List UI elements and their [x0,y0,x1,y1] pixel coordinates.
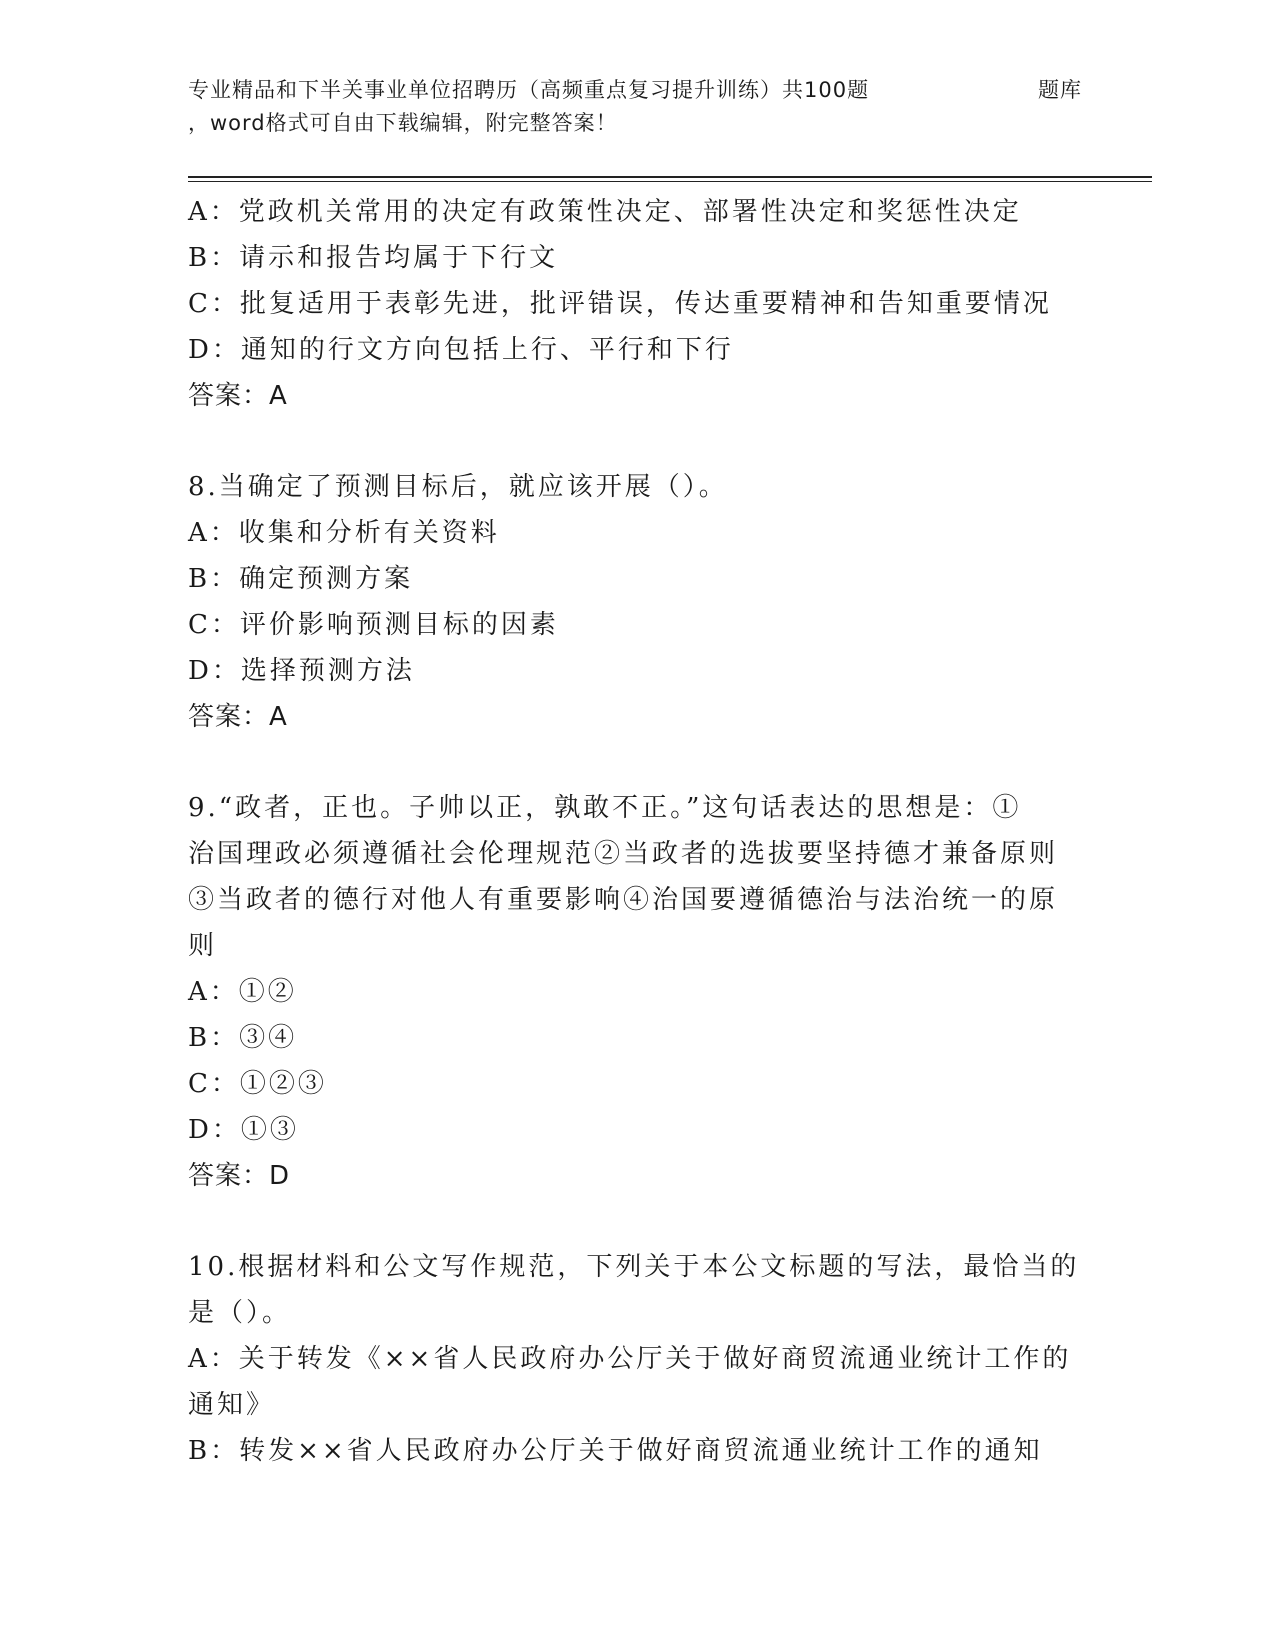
q9-option-a: A：①② [188,977,297,1007]
q9-stem-line: 9.“政者，正也。子帅以正，孰敢不正。”这句话表达的思想是：① [188,793,1022,823]
q7-option-b: B：请示和报告均属于下行文 [188,243,559,273]
spacer [188,1199,1088,1244]
q8-option-a: A：收集和分析有关资料 [188,518,500,548]
q7-option-c: C：批复适用于表彰先进，批评错误，传达重要精神和告知重要情况 [188,289,1052,319]
spacer [188,419,1088,464]
q8-stem: 8.当确定了预测目标后，就应该开展（）。 [188,472,728,502]
q9-option-d: D：①③ [188,1115,299,1145]
q10-option-b: B：转发××省人民政府办公厅关于做好商贸流通业统计工作的通知 [188,1436,1043,1466]
question-9 [188,785,1088,1199]
q9-stem-line: 治国理政必须遵循社会伦理规范②当政者的选拔要坚持德才兼备原则 [188,839,1059,869]
question-8 [188,464,1088,740]
header-divider-thin [188,181,1152,182]
q9-answer: 答案：D [188,1161,291,1191]
q7-option-a: A：党政机关常用的决定有政策性决定、部署性决定和奖惩性决定 [188,197,1022,227]
q10-stem-line: 是（）。 [188,1298,292,1328]
q10-option-a-line: 通知》 [188,1390,276,1420]
q8-answer: 答案：A [188,702,288,732]
spacer [188,740,1088,785]
q7-option-d: D：通知的行文方向包括上行、平行和下行 [188,335,734,365]
q9-option-b: B：③④ [188,1023,298,1053]
question-7 [188,189,1088,419]
header-title-suffix: 题库 [1038,78,1082,102]
q9-option-c: C：①②③ [188,1069,327,1099]
page-header [188,74,1148,140]
q7-answer: 答案：A [188,381,288,411]
header-divider-thick [188,176,1152,178]
q10-stem-line: 10.根据材料和公文写作规范，下列关于本公文标题的写法，最恰当的 [188,1252,1080,1282]
q9-stem-line: ③当政者的德行对他人有重要影响④治国要遵循德治与法治统一的原 [188,885,1059,915]
header-subtitle: ，word格式可自由下载编辑，附完整答案！ [188,111,618,135]
question-content [188,189,1088,1474]
question-10 [188,1244,1088,1474]
q9-stem-line: 则 [188,931,218,961]
q10-option-a-line: A：关于转发《××省人民政府办公厅关于做好商贸流通业统计工作的 [188,1344,1072,1374]
header-title-row [188,74,1148,107]
header-title: 专业精品和下半关事业单位招聘历（高频重点复习提升训练）共100题 [188,78,870,102]
q8-option-d: D：选择预测方法 [188,656,415,686]
q8-option-c: C：评价影响预测目标的因素 [188,610,559,640]
q8-option-b: B：确定预测方案 [188,564,414,594]
